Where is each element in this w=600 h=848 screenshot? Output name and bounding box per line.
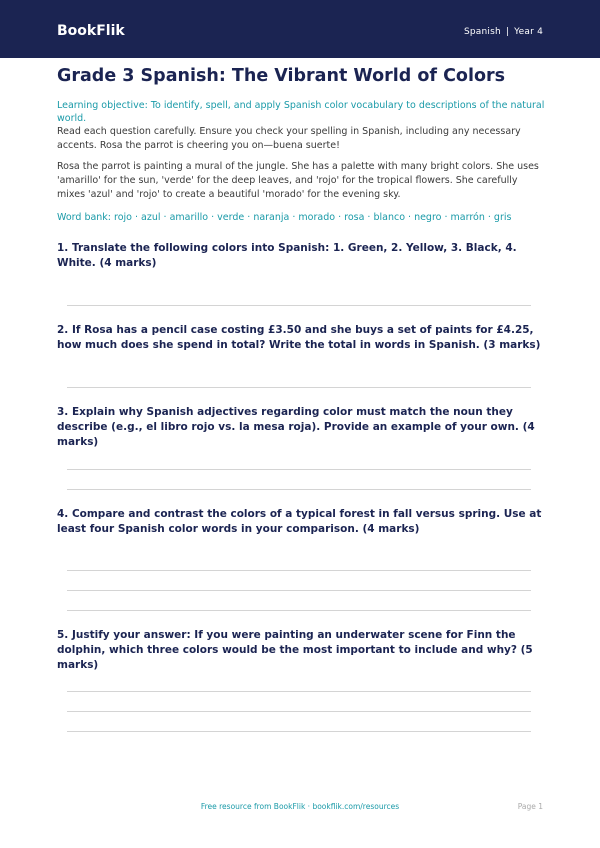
answer-line[interactable] [67,731,531,732]
intro-paragraph: Read each question carefully. Ensure you check your spelling in Spanish, including any necessary accents. Rosa the parrot is cheering you on—buena suerte! [57,126,521,151]
question-3: 3. Explain why Spanish adjectives regarding color must match the noun they describe (e.g., el libro rojo vs. la mesa roja). Provide an example of your own. (4 marks) [57,406,535,448]
footer-text[interactable]: Free resource from BookFlik · bookflik.com/resources [200,802,400,811]
answer-line[interactable] [67,610,531,611]
answer-line[interactable] [67,691,531,692]
subject-year-label [464,27,543,37]
answer-line[interactable] [67,570,531,571]
answer-line[interactable] [67,711,531,712]
story-paragraph: Rosa the parrot is painting a mural of the jungle. She has a palette with many bright colors. She uses 'amarillo' for the sun, 'verde' for the deep leaves, and 'rojo' for the tropical flowers. She carefully mixes 'azul' and 'rojo' to create a beautiful 'morado' for the evening sky. [57,161,539,200]
page-number: Page 1 [517,802,543,811]
answer-line[interactable] [67,305,531,306]
question-1: 1. Translate the following colors into Spanish: 1. Green, 2. Yellow, 3. Black, 4. White. (4 marks) [57,242,517,269]
separator: | [505,27,510,37]
word-bank: Word bank: rojo · azul · amarillo · verde · naranja · morado · rosa · blanco · negro · marrón · gris [57,212,512,223]
header-bar [0,0,600,58]
learning-objective: Learning objective: To identify, spell, and apply Spanish color vocabulary to descriptions of the natural world. [57,100,545,124]
page-title: Grade 3 Spanish: The Vibrant World of Colors [57,66,506,86]
question-5: 5. Justify your answer: If you were painting an underwater scene for Finn the dolphin, which three colors would be the most important to include and why? (5 marks) [57,629,533,671]
question-4: 4. Compare and contrast the colors of a typical forest in fall versus spring. Use at least four Spanish color words in your comparison. (4 marks) [57,508,542,535]
year-label: Year 4 [514,27,543,37]
brand-logo: BookFlik [57,23,125,39]
answer-line[interactable] [67,489,531,490]
subject-label: Spanish [463,27,501,37]
answer-line[interactable] [67,469,531,470]
question-2: 2. If Rosa has a pencil case costing £3.50 and she buys a set of paints for £4.25, how much does she spend in total? Write the total in words in Spanish. (3 marks) [57,324,541,351]
answer-line[interactable] [67,590,531,591]
answer-line[interactable] [67,387,531,388]
